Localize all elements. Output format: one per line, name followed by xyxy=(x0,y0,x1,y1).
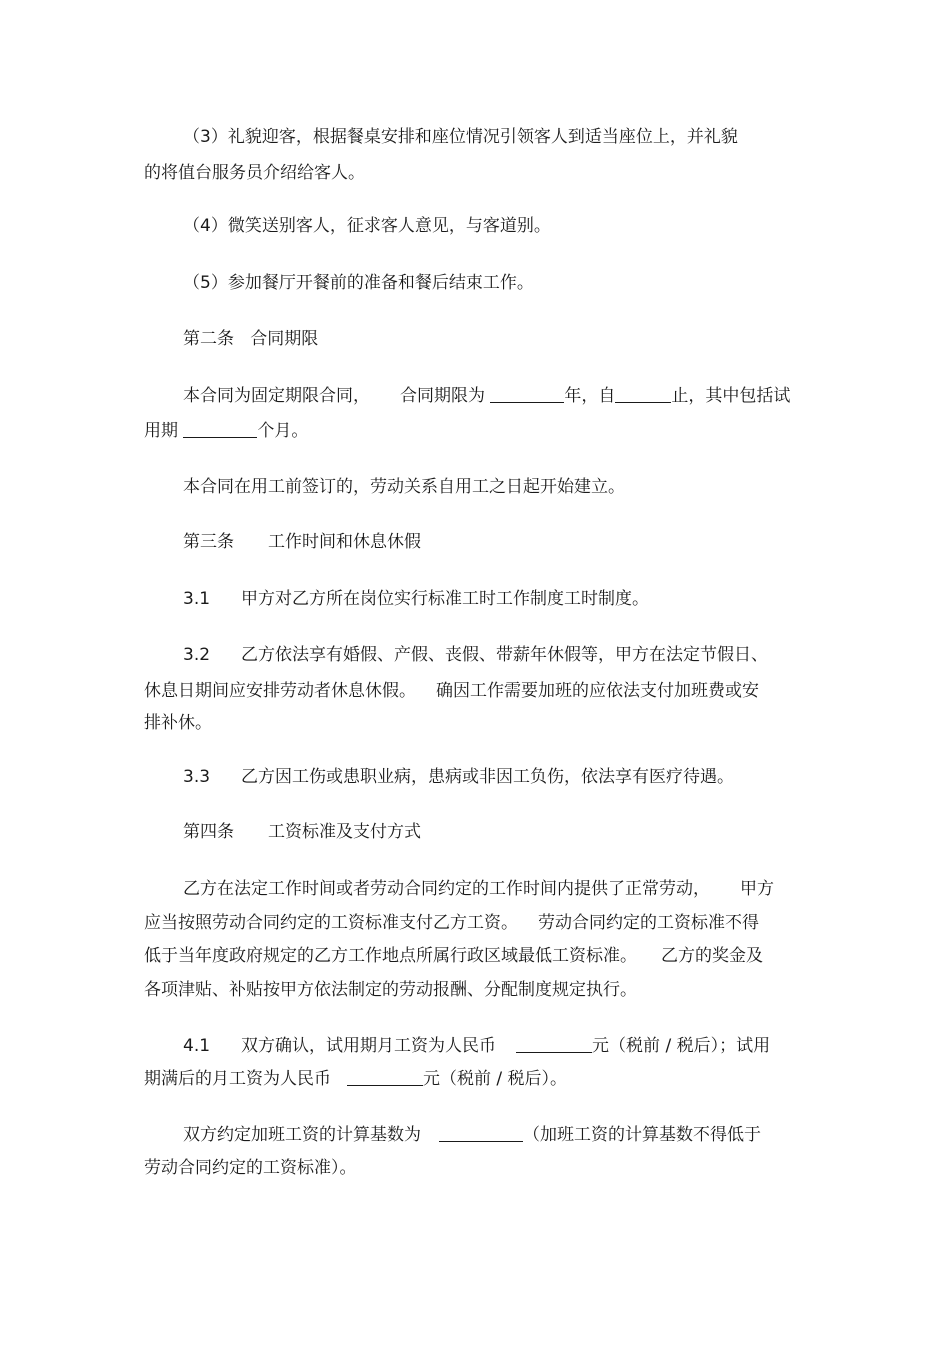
text-segment: 双方约定加班工资的计算基数为 xyxy=(183,1125,421,1145)
article-2-para-1-line-1 xyxy=(183,386,790,406)
heading-number: 第三条 xyxy=(183,532,234,552)
clause-4-1-line-2 xyxy=(144,1069,567,1089)
text-segment: 应当按照劳动合同约定的工资标准支付乙方工资。 xyxy=(144,913,518,933)
blank-overtime-base[interactable] xyxy=(439,1125,523,1142)
blank-probation-months[interactable] xyxy=(183,421,257,438)
item-4: （4）微笑送别客人，征求客人意见，与客道别。 xyxy=(183,216,551,236)
text-segment: 劳动合同约定的工资标准不得 xyxy=(538,913,759,933)
text-segment: 乙方在法定工作时间或者劳动合同约定的工作时间内提供了正常劳动， xyxy=(183,879,710,899)
text-segment: 确因工作需要加班的应依法支付加班费或安 xyxy=(436,681,759,701)
heading-title: 工资标准及支付方式 xyxy=(268,822,421,842)
clause-number: 3.3 xyxy=(183,767,211,787)
item-5: （5）参加餐厅开餐前的准备和餐后结束工作。 xyxy=(183,273,534,293)
heading-title: 工作时间和休息休假 xyxy=(268,532,421,552)
blank-regular-salary[interactable] xyxy=(347,1069,423,1086)
clause-4-1-line-1 xyxy=(183,1036,770,1056)
article-2-heading: 第二条 合同期限 xyxy=(183,329,319,349)
text-segment: 期满后的月工资为人民币 xyxy=(144,1069,331,1089)
text-segment: 合同期限为 xyxy=(400,386,491,406)
text-segment: 止，其中包括试 xyxy=(671,386,791,406)
article-2-para-2: 本合同在用工前签订的，劳动关系自用工之日起开始建立。 xyxy=(183,477,625,497)
text-segment: 本合同为固定期限合同， xyxy=(183,386,370,406)
article-3-heading xyxy=(183,532,421,552)
article-4-heading xyxy=(183,822,421,842)
article-4-para-1-line-3 xyxy=(144,946,763,966)
article-4-para-2-line-1 xyxy=(183,1125,761,1145)
text-segment: 低于当年度政府规定的乙方工作地点所属行政区域最低工资标准。 xyxy=(144,946,637,966)
text-segment: 个月。 xyxy=(257,421,309,441)
heading-number: 第四条 xyxy=(183,822,234,842)
clause-3-3 xyxy=(183,767,734,787)
clause-number: 4.1 xyxy=(183,1036,211,1056)
item-3-line-1: （3）礼貌迎客，根据餐桌安排和座位情况引领客人到适当座位上，并礼貌 xyxy=(183,127,738,147)
clause-text: 乙方因工伤或患职业病，患病或非因工负伤，依法享有医疗待遇。 xyxy=(241,767,735,787)
article-4-para-1-line-4: 各项津贴、补贴按甲方依法制定的劳动报酬、分配制度规定执行。 xyxy=(144,980,637,1000)
text-segment: 甲方 xyxy=(740,879,774,899)
text-segment: 乙方的奖金及 xyxy=(661,946,763,966)
article-4-para-1-line-1 xyxy=(183,879,774,899)
article-2-para-1-line-2 xyxy=(144,421,308,441)
blank-contract-period[interactable] xyxy=(615,386,671,403)
article-4-para-2-line-2: 劳动合同约定的工资标准）。 xyxy=(144,1158,357,1178)
clause-3-1 xyxy=(183,589,649,609)
blank-probation-salary[interactable] xyxy=(516,1036,592,1053)
item-3-line-2: 的将值台服务员介绍给客人。 xyxy=(144,163,365,183)
clause-number: 3.2 xyxy=(183,645,211,665)
text-segment: 年，自 xyxy=(564,386,616,406)
clause-number: 3.1 xyxy=(183,589,211,609)
blank-contract-years[interactable] xyxy=(490,386,564,403)
clause-3-2-line-3: 排补休。 xyxy=(144,713,212,733)
clause-text: 乙方依法享有婚假、产假、丧假、带薪年休假等，甲方在法定节假日、 xyxy=(241,645,769,665)
text-segment: （加班工资的计算基数不得低于 xyxy=(523,1125,761,1145)
text-segment: 用期 xyxy=(144,421,184,441)
text-segment: 休息日期间应安排劳动者休息休假。 xyxy=(144,681,416,701)
text-segment: 元（税前 / 税后）；试用 xyxy=(592,1036,771,1056)
text-segment: 元（税前 / 税后）。 xyxy=(423,1069,568,1089)
text-segment: 双方确认，试用期月工资为人民币 xyxy=(241,1036,497,1056)
article-4-para-1-line-2 xyxy=(144,913,759,933)
clause-text: 甲方对乙方所在岗位实行标准工时工作制度工时制度。 xyxy=(241,589,650,609)
clause-3-2-line-2 xyxy=(144,681,759,701)
clause-3-2-line-1 xyxy=(183,645,768,665)
